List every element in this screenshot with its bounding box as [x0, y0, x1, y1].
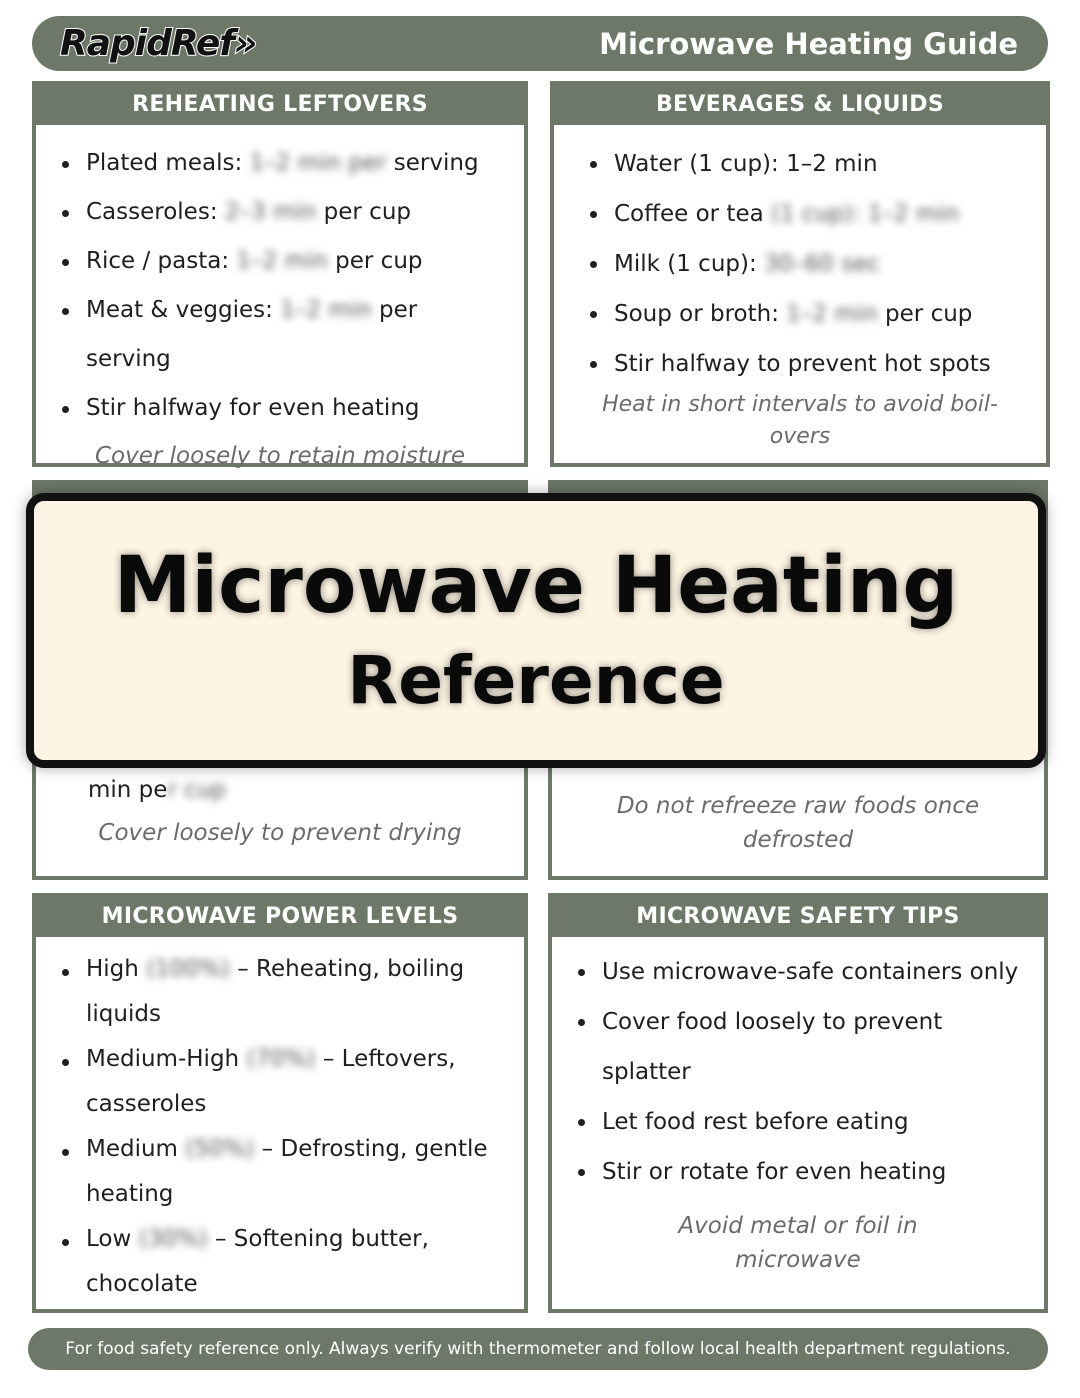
list-item: Medium-High (70%) – Leftovers, casseroles [58, 1037, 502, 1127]
list-item: Use microwave-safe containers only [574, 947, 1032, 997]
list-item: Plated meals: 1–2 min per serving [58, 139, 506, 188]
overlay-title-line1: Microwave Heating [113, 540, 959, 631]
list-item: Stir or rotate for even heating [574, 1147, 1032, 1197]
list-item: Stir halfway to prevent hot spots [586, 339, 1028, 389]
card-title: MICROWAVE SAFETY TIPS [552, 897, 1044, 937]
card-power-levels [32, 893, 528, 1313]
bullet-list [554, 125, 1046, 389]
page-title: Microwave Heating Guide [599, 26, 1018, 61]
list-item: Casseroles: 2–3 min per cup [58, 188, 506, 237]
list-item: Milk (1 cup): 30–60 sec [586, 239, 1028, 289]
card-beverages-liquids [550, 81, 1050, 467]
list-item: Low (30%) – Softening butter, chocolate [58, 1217, 502, 1307]
bullet-list [36, 125, 524, 433]
list-item: Soup or broth: 1–2 min per cup [586, 289, 1028, 339]
card-reheating-leftovers [32, 81, 528, 467]
brand-logo: RapidRef» [60, 23, 257, 64]
list-item: Coffee or tea (1 cup): 1–2 min [586, 189, 1028, 239]
list-item: Meat & veggies: 1–2 min per serving [58, 286, 506, 384]
bullet-list [552, 937, 1044, 1197]
list-item: Let food rest before eating [574, 1097, 1032, 1147]
card-note: Avoid metal or foil in microwave [678, 1213, 918, 1273]
header-bar [32, 16, 1048, 71]
list-item: Stir halfway for even heating [58, 384, 506, 433]
bullet-list [36, 937, 524, 1307]
card-title: BEVERAGES & LIQUIDS [554, 85, 1046, 125]
card-note: Do not refreeze raw foods once defrosted [616, 793, 980, 853]
list-item: Medium (50%) – Defrosting, gentle heating [58, 1127, 502, 1217]
card-title: MICROWAVE POWER LEVELS [36, 897, 524, 937]
footer-disclaimer: For food safety reference only. Always verify with thermometer and follow local health department regulations. [28, 1328, 1048, 1370]
partial-text: min per cup [88, 777, 227, 803]
list-item: High (100%) – Reheating, boiling liquids [58, 947, 502, 1037]
list-item: Cover food loosely to prevent splatter [574, 997, 1032, 1097]
card-note: Cover loosely to retain moisture [94, 443, 466, 469]
list-item: Rice / pasta: 1–2 min per cup [58, 237, 506, 286]
card-note: Heat in short intervals to avoid boil-overs [602, 392, 998, 449]
overlay-title-line2: Reference [347, 641, 725, 719]
title-overlay [26, 493, 1046, 768]
list-item: Water (1 cup): 1–2 min [586, 139, 1028, 189]
card-note: Cover loosely to prevent drying [98, 820, 462, 846]
card-title: REHEATING LEFTOVERS [36, 85, 524, 125]
card-safety-tips [548, 893, 1048, 1313]
